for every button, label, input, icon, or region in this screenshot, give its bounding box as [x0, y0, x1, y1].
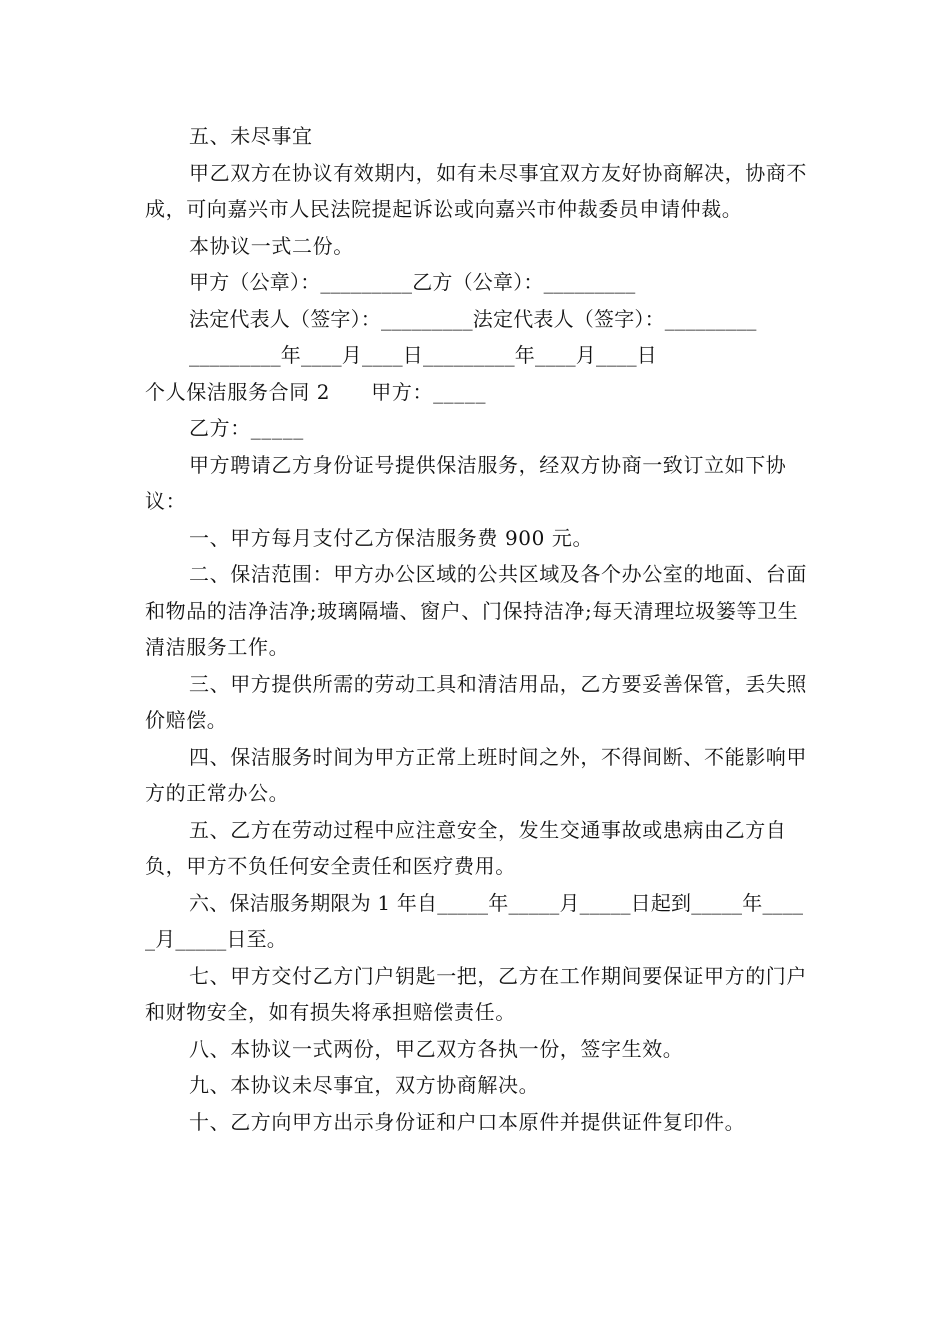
clause-1: 一、甲方每月支付乙方保洁服务费 900 元。: [189, 525, 594, 550]
party-b-line: 乙方：_____: [189, 416, 304, 440]
clause-6: 六、保洁服务期限为 1 年自_____年_____月_____日起到_____年_____月_____日至。: [145, 890, 804, 951]
clause-5: 五、乙方在劳动过程中应注意安全，发生交通事故或患病由乙方自负，甲方不负任何安全责任和医疗费用。: [145, 817, 787, 878]
section-heading-unresolved-matters: 五、未尽事宜: [189, 124, 313, 148]
clause-4: 四、保洁服务时间为甲方正常上班时间之外，不得间断、不能影响甲方的正常办公。: [145, 744, 807, 805]
clause-10: 十、乙方向甲方出示身份证和户口本原件并提供证件复印件。: [189, 1109, 746, 1134]
clause-2: 二、保洁范围：甲方办公区域的公共区域及各个办公室的地面、台面和物品的洁净洁净;玻璃隔墙、窗户、门保持洁净;每天清理垃圾篓等卫生清洁服务工作。: [145, 562, 807, 659]
representative-signature-line: 法定代表人（签字）：_________法定代表人（签字）：_________: [189, 306, 757, 331]
clause-3: 三、甲方提供所需的劳动工具和清洁用品，乙方要妥善保管，丢失照价赔偿。: [145, 671, 807, 732]
intro-paragraph: 甲方聘请乙方身份证号提供保洁服务，经双方协商一致订立如下协议：: [145, 452, 787, 513]
document-body: [145, 118, 809, 1140]
copies-paragraph: 本协议一式二份。: [189, 233, 354, 258]
seal-line: 甲方（公章）：_________乙方（公章）：_________: [189, 270, 636, 294]
clause-8: 八、本协议一式两份，甲乙双方各执一份，签字生效。: [189, 1036, 684, 1061]
contract-title-line: 个人保洁服务合同 2 甲方：_____: [145, 379, 487, 404]
clause-9: 九、本协议未尽事宜，双方协商解决。: [189, 1073, 540, 1097]
date-line: _________年____月____日_________年____月____日: [189, 343, 657, 367]
dispute-resolution-paragraph: 甲乙双方在协议有效期内，如有未尽事宜双方友好协商解决，协商不成，可向嘉兴市人民法院提起诉讼或向嘉兴市仲裁委员申请仲裁。: [145, 160, 807, 221]
clause-7: 七、甲方交付乙方门户钥匙一把，乙方在工作期间要保证甲方的门户和财物安全，如有损失将承担赔偿责任。: [145, 963, 807, 1024]
